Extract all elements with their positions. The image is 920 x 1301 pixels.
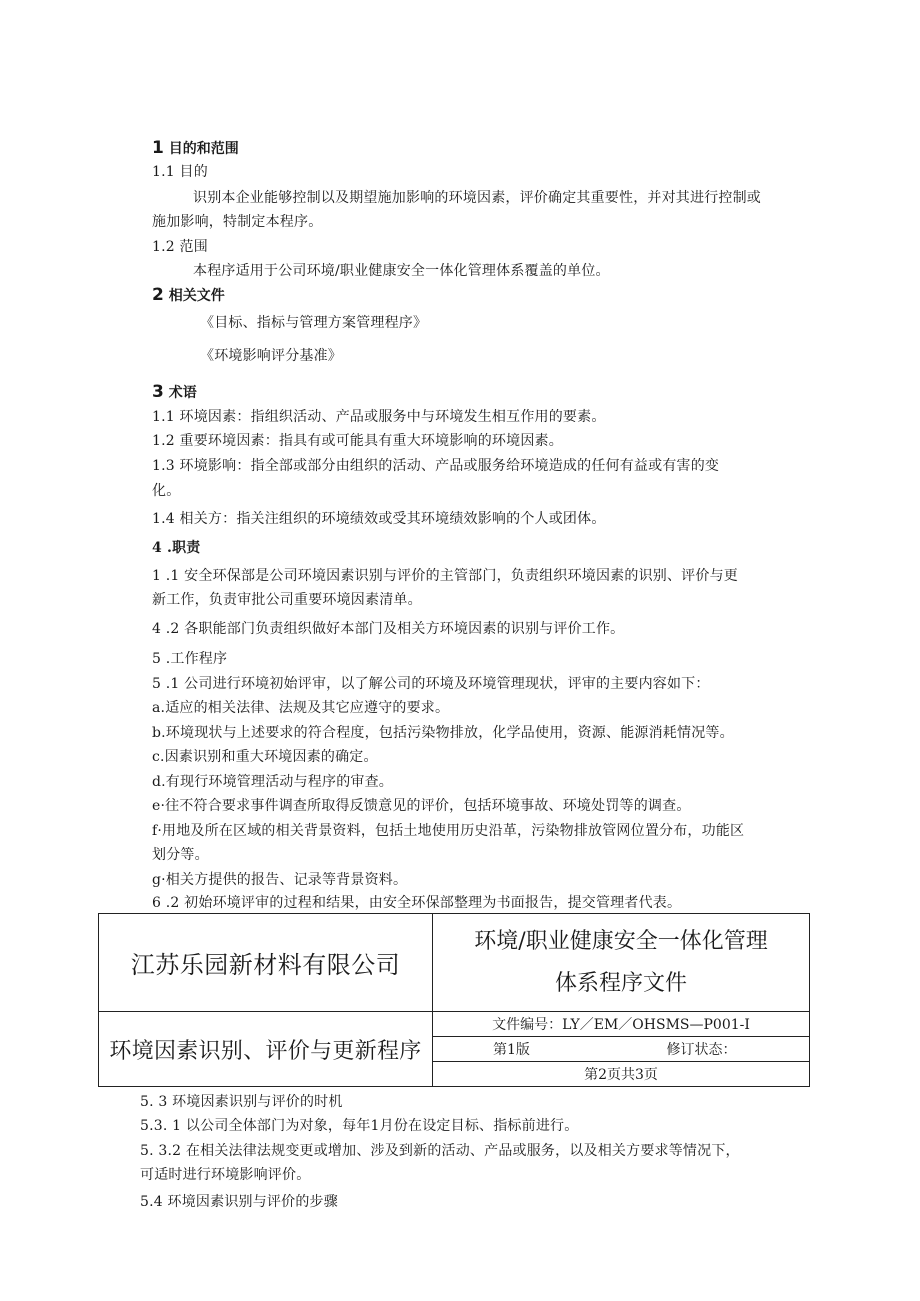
- version: 第1版: [433, 1037, 621, 1062]
- duty-2: 4 .2 各职能部门负责组织做好本部门及相关方环境因素的识别与评价工作。: [152, 621, 625, 637]
- purpose-text-line2: 施加影响，特制定本程序。: [152, 214, 323, 230]
- section-3-heading: [152, 383, 197, 402]
- procedure-2: 6 .2 初始环境评审的过程和结果，由安全环保部整理为书面报告，提交管理者代表。: [152, 895, 682, 911]
- review-item-c: c.因素识别和重大环境因素的确定。: [152, 749, 378, 765]
- term-4: 1.4 相关方：指关注组织的环境绩效或受其环境绩效影响的个人或团体。: [152, 511, 606, 527]
- term-2: 1.2 重要环境因素：指具有或可能具有重大环境影响的环境因素。: [152, 433, 563, 449]
- timing-heading: 5. 3 环境因素识别与评价的时机: [140, 1094, 343, 1110]
- section-title: 相关文件: [168, 288, 225, 304]
- scope-text: 本程序适用于公司环境/职业健康安全一体化管理体系覆盖的单位。: [193, 263, 610, 279]
- steps-heading: 5.4 环境因素识别与评价的步骤: [140, 1194, 338, 1210]
- review-item-a: a.适应的相关法律、法规及其它应遵守的要求。: [152, 700, 450, 716]
- section-number: 3: [152, 382, 164, 402]
- term-1: 1.1 环境因素：指组织活动、产品或服务中与环境发生相互作用的要素。: [152, 409, 606, 425]
- purpose-text-line1: 识别本企业能够控制以及期望施加影响的环境因素，评价确定其重要性，并对其进行控制或: [193, 190, 761, 206]
- timing-1: 5.3. 1 以公司全体部门为对象，每年1月份在设定目标、指标前进行。: [140, 1118, 579, 1134]
- procedure-title: 环境因素识别、评价与更新程序: [99, 1012, 433, 1087]
- procedure-1: 5 .1 公司进行环境初始评审，以了解公司的环境及环境管理现状，评审的主要内容如下：: [152, 676, 710, 692]
- review-item-f-line1: f·用地及所在区域的相关背景资料，包括土地使用历史沿革，污染物排放管网位置分布，功能区: [152, 823, 745, 839]
- review-item-g: g·相关方提供的报告、记录等背景资料。: [152, 872, 408, 888]
- system-title: [433, 914, 810, 1012]
- scope-label: 1.2 范围: [152, 239, 208, 255]
- section-2-heading: [152, 286, 225, 305]
- document-header-table: [98, 913, 810, 1087]
- term-3-line2: 化。: [152, 483, 181, 499]
- review-item-f-line2: 划分等。: [152, 847, 209, 863]
- page-number: 第2页共3页: [433, 1062, 810, 1087]
- document-number: 文件编号：LY／EM／OHSMS—P001-I: [433, 1012, 810, 1037]
- related-doc-2: 《环境影响评分基准》: [200, 348, 342, 364]
- review-item-b: b.环境现状与上述要求的符合程度，包括污染物排放，化学品使用，资源、能源消耗情况等。: [152, 725, 734, 741]
- review-item-d: d.有现行环境管理活动与程序的审查。: [152, 774, 394, 790]
- timing-2-line1: 5. 3.2 在相关法律法规变更或增加、涉及到新的活动、产品或服务，以及相关方要求等情况下，: [140, 1143, 740, 1159]
- revision-status: 修订状态：: [621, 1037, 810, 1062]
- duty-1-line2: 新工作，负责审批公司重要环境因素清单。: [152, 592, 422, 608]
- section-title: 术语: [168, 385, 197, 401]
- company-name: 江苏乐园新材料有限公司: [99, 914, 433, 1012]
- section-4-heading: 4 .职责: [152, 540, 201, 556]
- section-number: 2: [152, 285, 164, 305]
- term-3-line1: 1.3 环境影响：指全部或部分由组织的活动、产品或服务给环境造成的任何有益或有害的变: [152, 458, 720, 474]
- system-title-line2: 体系程序文件: [555, 970, 688, 996]
- section-title: 目的和范围: [168, 141, 239, 157]
- duty-1-line1: 1 .1 安全环保部是公司环境因素识别与评价的主管部门，负责组织环境因素的识别、评价与更: [152, 568, 738, 584]
- purpose-label: 1.1 目的: [152, 164, 208, 180]
- review-item-e: e·往不符合要求事件调查所取得反馈意见的评价，包括环境事故、环境处罚等的调查。: [152, 798, 691, 814]
- section-number: 1: [152, 138, 164, 158]
- system-title-line1: 环境/职业健康安全一体化管理: [474, 928, 768, 954]
- timing-2-line2: 可适时进行环境影响评价。: [140, 1167, 311, 1183]
- section-1-heading: [152, 139, 239, 158]
- related-doc-1: 《目标、指标与管理方案管理程序》: [200, 315, 428, 331]
- section-5-heading: 5 .工作程序: [152, 651, 228, 667]
